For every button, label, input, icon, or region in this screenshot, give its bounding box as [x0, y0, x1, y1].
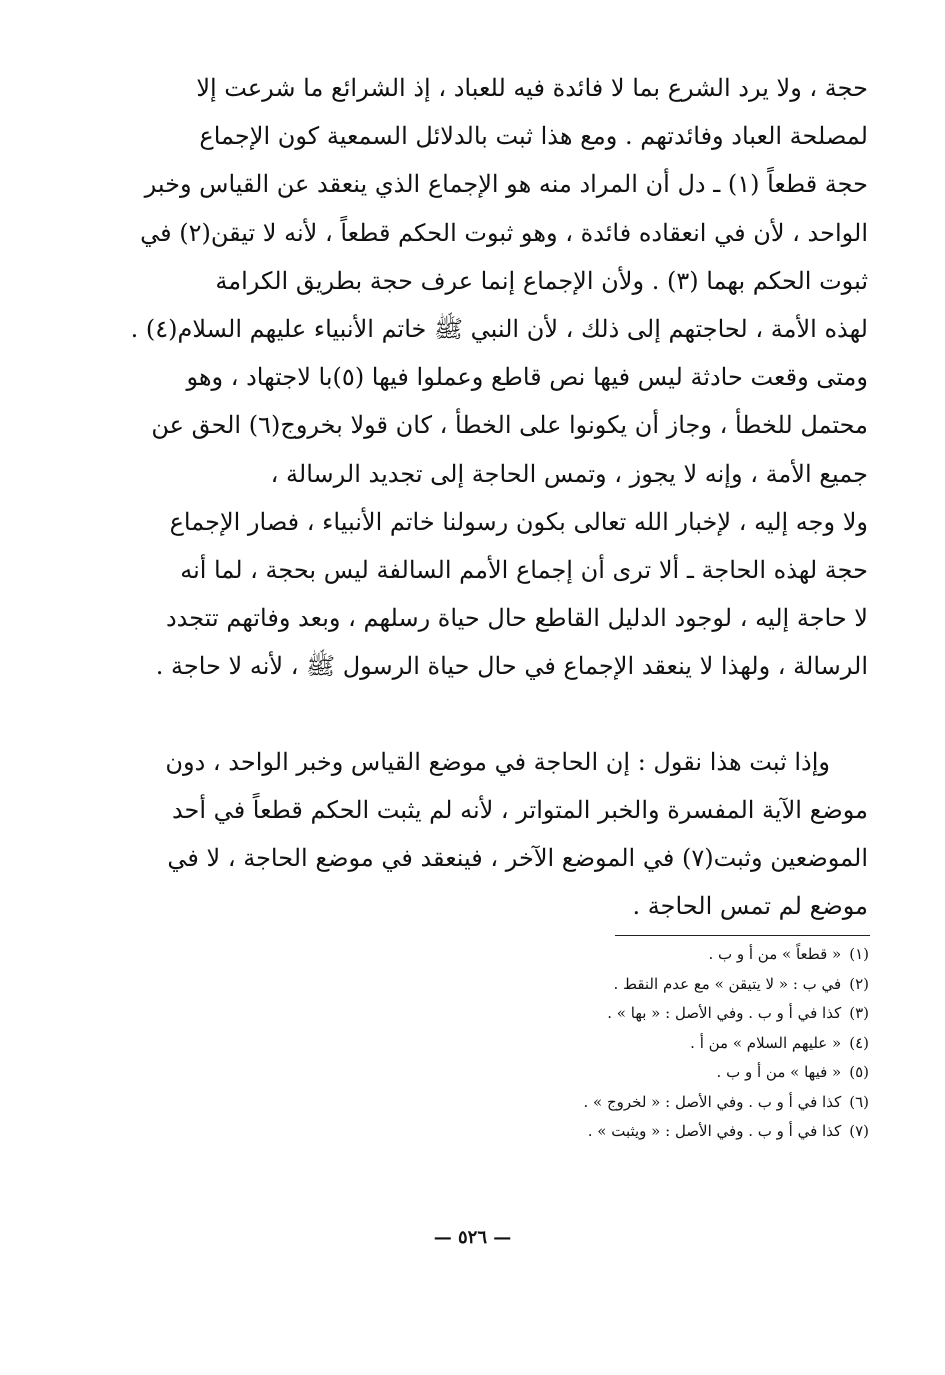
footnote-text: في ب : « لا يتيقن » مع عدم النقط . [613, 974, 842, 993]
page-number: — ٥٢٦ — [433, 1227, 512, 1248]
footnote-number: (٦) [849, 1092, 869, 1111]
footnotes [469, 940, 869, 1147]
text-line: حجة قطعاً (١) ـ دل أن المراد منه هو الإجماع الذي ينعقد عن القياس وخبر [144, 170, 868, 199]
text-line: الموضعين وثبت(٧) في الموضع الآخر ، فينعقد في موضع الحاجة ، لا في [167, 844, 868, 872]
text-line: موضع الآية المفسرة والخبر المتواتر ، لأنه لم يثبت الحكم قطعاً في أحد [171, 796, 868, 824]
footnote-text: « عليهم السلام » من أ . [690, 1033, 842, 1052]
footnote-item [469, 970, 869, 1000]
footnote-number: (٤) [849, 1033, 869, 1052]
text-line: وإذا ثبت هذا نقول : إن الحاجة في موضع القياس وخبر الواحد ، دون [165, 748, 830, 776]
text-line: لا حاجة إليه ، لوجود الدليل القاطع حال حياة رسلهم ، وبعد وفاتهم تتجدد [165, 604, 868, 633]
text-line: الواحد ، لأن في انعقاده فائدة ، وهو ثبوت الحكم قطعاً ، لأنه لا تيقن(٢) في [140, 218, 868, 247]
footnote-item [469, 1029, 869, 1059]
text-line: ثبوت الحكم بهما (٣) . ولأن الإجماع إنما عرف حجة بطريق الكرامة [215, 266, 868, 295]
paragraph-1 [78, 64, 868, 690]
footnote-item [469, 940, 869, 970]
footnote-item [469, 1088, 869, 1118]
footnote-divider [615, 935, 870, 936]
footnote-item [469, 1117, 869, 1147]
text-line: ولا وجه إليه ، لإخبار الله تعالى بكون رسولنا خاتم الأنبياء ، فصار الإجماع [169, 507, 868, 536]
text-line: موضع لم تمس الحاجة . [632, 892, 868, 920]
paragraph-2 [78, 738, 868, 930]
text-line: لمصلحة العباد وفائدتهم . ومع هذا ثبت بالدلائل السمعية كون الإجماع [199, 122, 868, 151]
text-line: ومتى وقعت حادثة ليس فيها نص قاطع وعملوا فيها (٥)با لاجتهاد ، وهو [186, 363, 868, 392]
footnote-number: (٣) [849, 1004, 869, 1022]
footnote-number: (١) [849, 945, 869, 963]
footnote-number: (٥) [849, 1063, 869, 1081]
text-line: محتمل للخطأ ، وجاز أن يكونوا على الخطأ ، كان قولا بخروج(٦) الحق عن [151, 411, 868, 440]
footnote-item [469, 999, 869, 1029]
footnote-text: « قطعاً » من أ و ب . [708, 945, 842, 963]
footnote-item [469, 1058, 869, 1088]
text-line: لهذه الأمة ، لحاجتهم إلى ذلك ، لأن النبي ﷺ خاتم الأنبياء عليهم السلام(٤) . [130, 314, 868, 343]
text-line: الرسالة ، ولهذا لا ينعقد الإجماع في حال حياة الرسول ﷺ ، لأنه لا حاجة . [155, 652, 868, 681]
footnote-text: كذا في أ و ب . وفي الأصل : « لخروج » . [583, 1092, 842, 1111]
text-line: حجة لهذه الحاجة ـ ألا ترى أن إجماع الأمم السالفة ليس بحجة ، لما أنه [180, 555, 868, 584]
footnote-text: كذا في أ و ب . وفي الأصل : « بها » . [607, 1004, 842, 1022]
footnote-number: (٢) [849, 974, 869, 993]
text-line: جميع الأمة ، وإنه لا يجوز ، وتمس الحاجة إلى تجديد الرسالة ، [270, 459, 868, 488]
footnote-text: « فيها » من أ و ب . [716, 1063, 842, 1081]
footnote-text: كذا في أ و ب . وفي الأصل : « ويثبت » . [587, 1122, 842, 1140]
text-line: حجة ، ولا يرد الشرع بما لا فائدة فيه للعباد ، إذ الشرائع ما شرعت إلا [196, 74, 868, 102]
footnote-number: (٧) [849, 1122, 869, 1140]
